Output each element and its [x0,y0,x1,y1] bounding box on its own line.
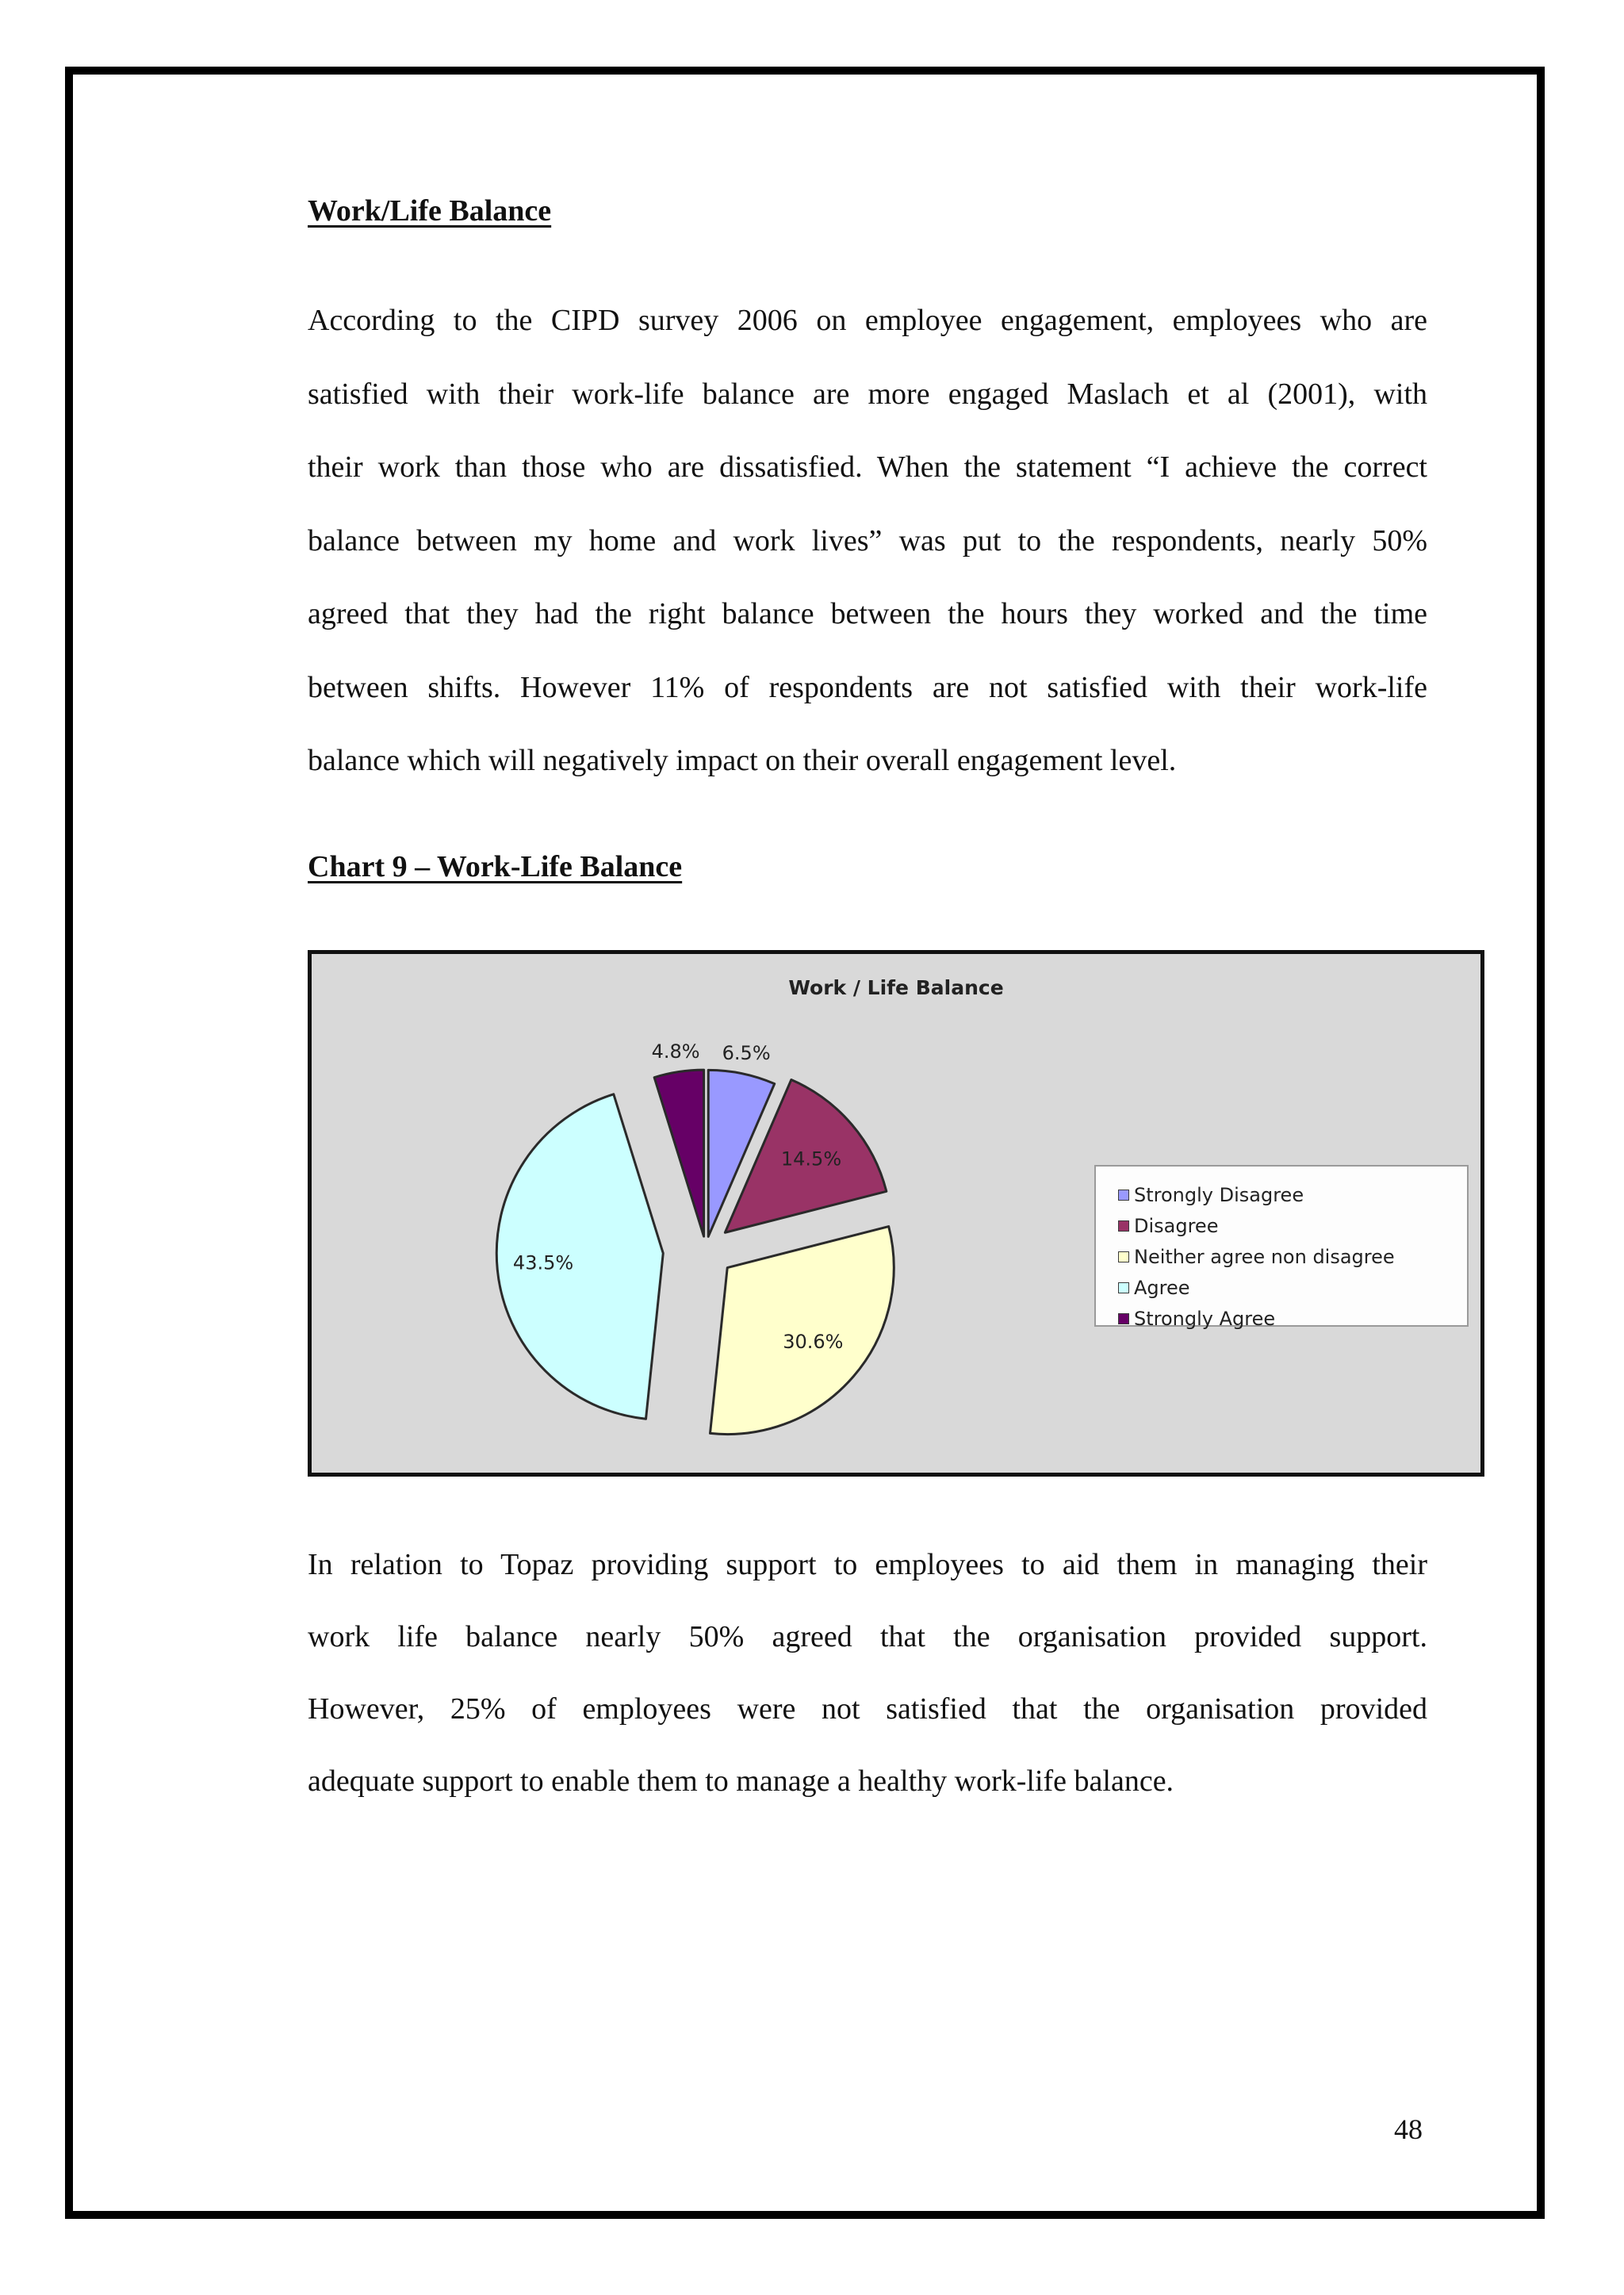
section-heading: Work/Life Balance [308,194,552,228]
paragraph-line: According to the CIPD survey 2006 on employee engagement, employees who are [308,304,1427,337]
chart-heading: Chart 9 – Work-Life Balance [308,850,683,883]
pie-slice [654,1070,703,1236]
paragraph-line: In relation to Topaz providing support to employees to aid them in managing their [308,1548,1427,1581]
legend-item [1118,1179,1467,1210]
pie-data-label: 6.5% [722,1042,771,1065]
legend-label: Neither agree non disagree [1134,1245,1395,1268]
legend-item [1118,1210,1467,1241]
pie-data-label: 43.5% [512,1251,574,1274]
paragraph-line: work life balance nearly 50% agreed that the organisation provided support. [308,1620,1427,1653]
legend-label: Agree [1134,1276,1190,1299]
legend-label: Strongly Agree [1134,1307,1276,1330]
pie-data-label: 4.8% [651,1040,700,1063]
pie-data-label: 30.6% [783,1330,844,1353]
legend-swatch-icon [1118,1282,1129,1293]
legend-swatch-icon [1118,1190,1129,1201]
chart-title: Work / Life Balance [788,976,1004,999]
paragraph-line: agreed that they had the right balance between the hours they worked and the time [308,597,1427,630]
pie-chart [308,950,1484,1477]
paragraph-2 [308,1548,1427,1837]
paragraph-line: balance between my home and work lives” was put to the respondents, nearly 50% [308,523,1427,557]
legend-label: Disagree [1134,1214,1219,1237]
paragraph-line: satisfied with their work-life balance are more engaged Maslach et al (2001), with [308,377,1427,411]
paragraph-line: adequate support to enable them to manage a healthy work-life balance. [308,1764,1174,1798]
paragraph-line: between shifts. However 11% of respondents are not satisfied with their work-life [308,670,1427,704]
page-number: 48 [1394,2113,1423,2145]
paragraph-line: However, 25% of employees were not satisfied that the organisation provided [308,1692,1427,1726]
paragraph-line: balance which will negatively impact on their overall engagement level. [308,744,1177,777]
legend-swatch-icon [1118,1220,1129,1232]
legend-item [1118,1241,1467,1272]
pie-data-label: 14.5% [780,1148,842,1170]
paragraph-1 [308,304,1427,818]
legend-label: Strongly Disagree [1134,1183,1304,1206]
legend-swatch-icon [1118,1313,1129,1324]
paragraph-line: their work than those who are dissatisfied. When the statement “I achieve the correct [308,450,1427,484]
legend-item [1118,1272,1467,1303]
chart-legend [1094,1165,1469,1330]
legend-swatch-icon [1118,1251,1129,1262]
legend-item [1118,1303,1467,1334]
